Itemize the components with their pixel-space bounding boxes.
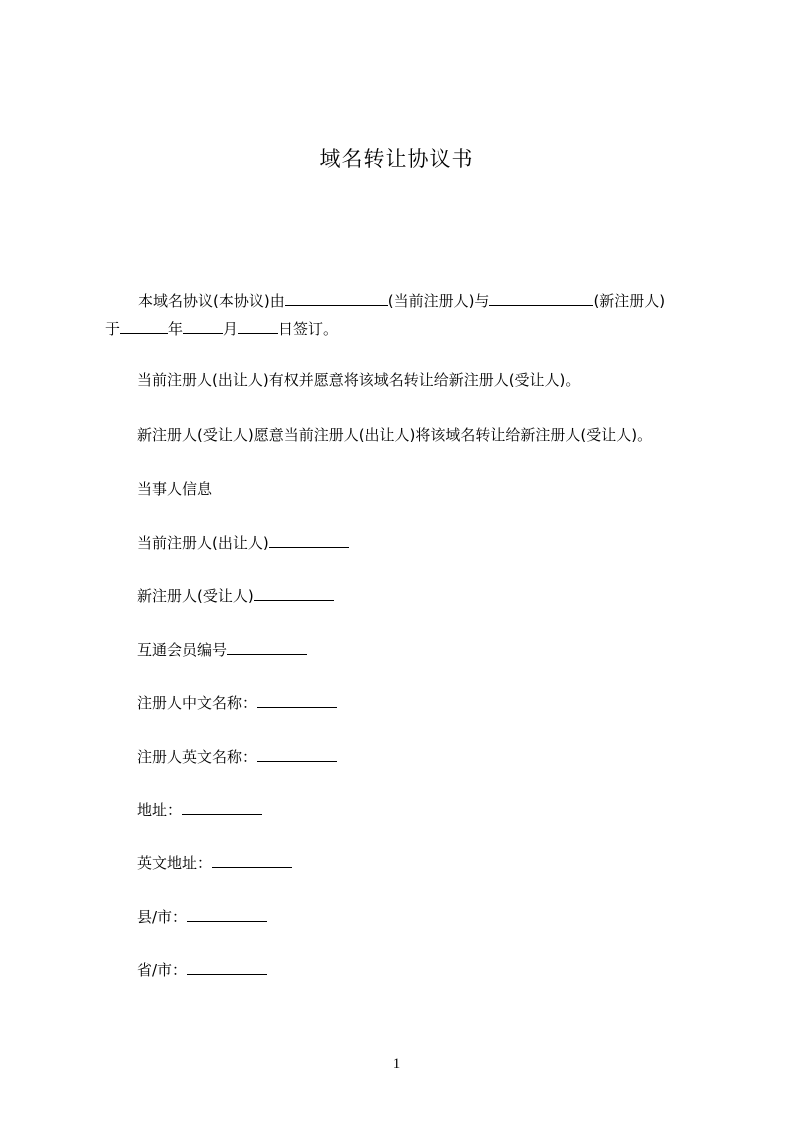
month-blank[interactable] [183,318,223,334]
intro-text-3: (新注册人) [593,292,666,310]
field-label: 地址： [137,801,183,819]
field-label: 县/市： [137,908,188,926]
field-label: 新注册人(受让人) [137,587,254,605]
field-english-name [137,746,337,767]
intro-line-1 [138,290,665,311]
field-english-address [137,852,292,873]
field-blank[interactable] [254,585,334,601]
field-blank[interactable] [187,959,267,975]
field-province-city [137,959,267,980]
intro-text-2: (当前注册人)与 [387,292,490,310]
year-blank[interactable] [120,318,168,334]
intro-text-1: 本域名协议(本协议)由 [138,292,285,310]
document-title: 域名转让协议书 [319,147,474,171]
field-blank[interactable] [269,532,349,548]
parties-heading: 当事人信息 [137,480,213,498]
field-blank[interactable] [257,746,337,762]
intro-text-5: 年 [168,320,184,338]
new-registrant-blank[interactable] [489,290,593,306]
paragraph-transferor: 当前注册人(出让人)有权并愿意将该域名转让给新注册人(受让人)。 [137,371,581,389]
field-label: 省/市： [137,961,188,979]
paragraph-transferee: 新注册人(受让人)愿意当前注册人(出让人)将该域名转让给新注册人(受让人)。 [137,426,653,444]
intro-text-7: 日签订。 [278,320,339,338]
day-blank[interactable] [238,318,278,334]
intro-line-2 [105,318,338,339]
field-label: 互通会员编号 [137,641,228,659]
field-blank[interactable] [182,799,262,815]
field-label: 注册人中文名称： [137,694,258,712]
field-chinese-name [137,692,337,713]
field-blank[interactable] [212,852,292,868]
field-label: 英文地址： [137,854,213,872]
field-blank[interactable] [227,639,307,655]
field-current-registrant [137,532,349,553]
intro-text-4: 于 [105,320,121,338]
field-blank[interactable] [187,906,267,922]
field-address [137,799,262,820]
current-registrant-blank[interactable] [285,290,388,306]
intro-text-6: 月 [223,320,239,338]
field-label: 当前注册人(出让人) [137,534,269,552]
field-label: 注册人英文名称： [137,748,258,766]
field-new-registrant [137,585,334,606]
field-blank[interactable] [257,692,337,708]
page-number: 1 [392,1056,401,1072]
field-member-number [137,639,307,660]
field-county-city [137,906,267,927]
